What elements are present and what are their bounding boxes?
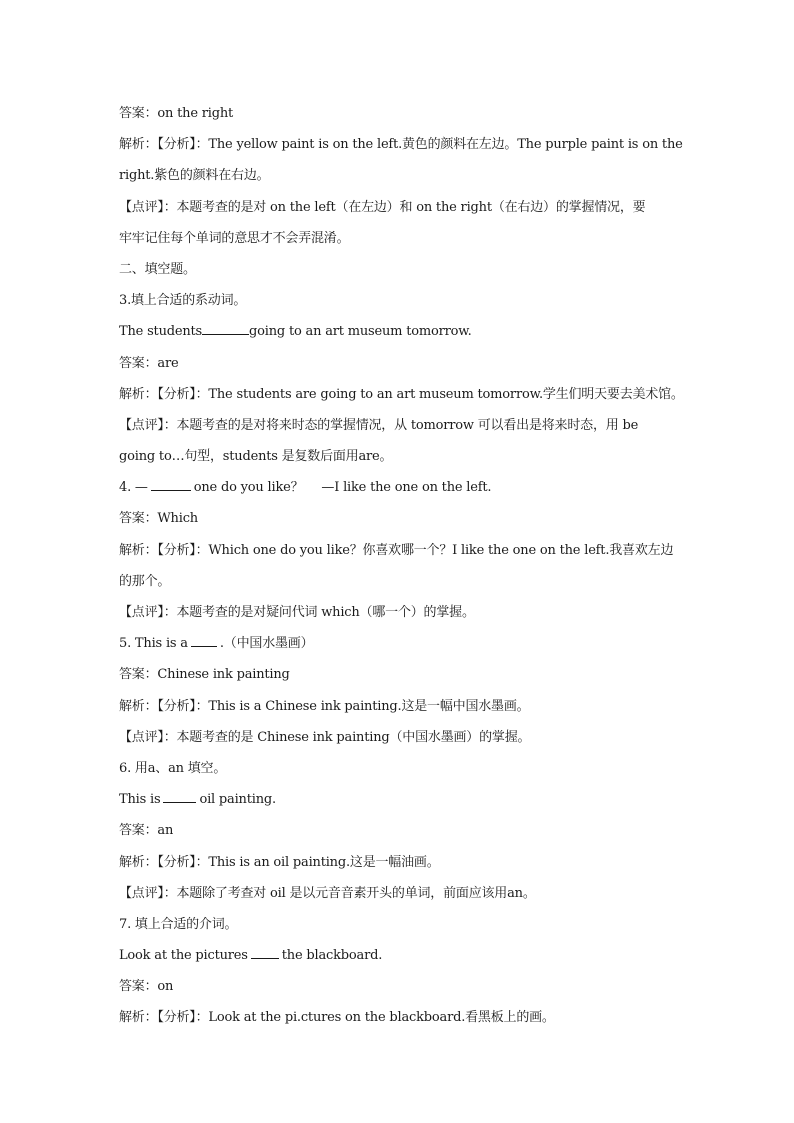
question-4-sentence — [119, 472, 679, 503]
analysis-line: 解析：【分析】：This is a Chinese ink painting.这是一幅中国水墨画。 — [119, 698, 530, 714]
comment-line: 【点评】：本题考查的是对 on the left（在左边）和 on the right（在右边）的掌握情况，要 — [119, 199, 646, 215]
question-4-text-middle: one do you like？ — [193, 480, 304, 496]
document-page — [119, 98, 684, 1034]
question-3-text-end: going to an art museum tomorrow. — [249, 324, 472, 340]
question-3-text-start: The students — [119, 324, 203, 340]
answer-line: 答案：on the right — [119, 106, 234, 121]
question-7-prompt: 7. 填上合适的介词。 — [119, 916, 238, 932]
question-3-prompt: 3.填上合适的系动词。 — [119, 293, 247, 309]
analysis-line: 解析：【分析】：The yellow paint is on the left.黄色的颜料在左边。The purple paint is on the — [119, 137, 683, 153]
answer-line: 答案：Chinese ink painting — [119, 667, 290, 683]
answer-line: 答案：an — [119, 823, 174, 839]
question-6-text-end: oil painting. — [199, 792, 276, 808]
analysis-line: 解析：【分析】：Look at the pi.ctures on the blackboard.看黑板上的画。 — [119, 1010, 555, 1026]
analysis-line: 解析：【分析】：This is an oil painting.这是一幅油画。 — [119, 854, 440, 870]
question-7-text-end: the blackboard. — [281, 948, 383, 964]
question-4-blank — [151, 478, 191, 491]
question-5-text-end: .（中国水墨画） — [219, 636, 314, 652]
analysis-line: 解析：【分析】：The students are going to an art museum tomorrow.学生们明天要去美术馆。 — [119, 386, 684, 402]
comment-line: 【点评】：本题考查的是对将来时态的掌握情况，从 tomorrow 可以看出是将来时态，用 be — [119, 417, 639, 433]
question-6-text-start: This is — [119, 792, 161, 808]
question-7-sentence — [119, 940, 679, 971]
answer-line: 答案：Which — [119, 511, 198, 527]
question-7-text-start: Look at the pictures — [119, 948, 248, 964]
question-3-blank — [202, 322, 249, 335]
analysis-line-continued: 的那个。 — [119, 573, 171, 589]
answer-line: 答案：on — [119, 979, 174, 995]
question-6-sentence — [119, 784, 679, 815]
question-6-blank — [163, 790, 196, 803]
comment-line: 【点评】：本题考查的是对疑问代词 which（哪一个）的掌握。 — [119, 605, 475, 620]
comment-line-continued: going to…句型，students 是复数后面用are。 — [119, 449, 393, 465]
section-heading: 二、填空题。 — [119, 261, 196, 277]
question-4-text-end: —I like the one on the left. — [321, 480, 492, 496]
analysis-line: 解析：【分析】：Which one do you like？你喜欢哪一个？I like the one on the left.我喜欢左边 — [119, 542, 674, 558]
question-3-sentence — [119, 316, 679, 347]
answer-line: 答案：are — [119, 355, 179, 371]
comment-line-continued: 牢牢记住每个单词的意思才不会弄混淆。 — [119, 230, 350, 246]
question-4-text-start: 4. — — [119, 480, 148, 496]
question-5-text-start: 5. This is a — [119, 636, 188, 652]
question-5-blank — [191, 634, 217, 647]
comment-line: 【点评】：本题考查的是 Chinese ink painting（中国水墨画）的掌握。 — [119, 729, 531, 745]
question-7-blank — [251, 946, 279, 959]
question-5-sentence — [119, 628, 679, 659]
analysis-line-continued: right.紫色的颜料在右边。 — [119, 168, 270, 184]
comment-line: 【点评】：本题除了考查对 oil 是以元音音素开头的单词，前面应该用an。 — [119, 885, 536, 901]
question-6-prompt: 6. 用a、an 填空。 — [119, 760, 227, 776]
